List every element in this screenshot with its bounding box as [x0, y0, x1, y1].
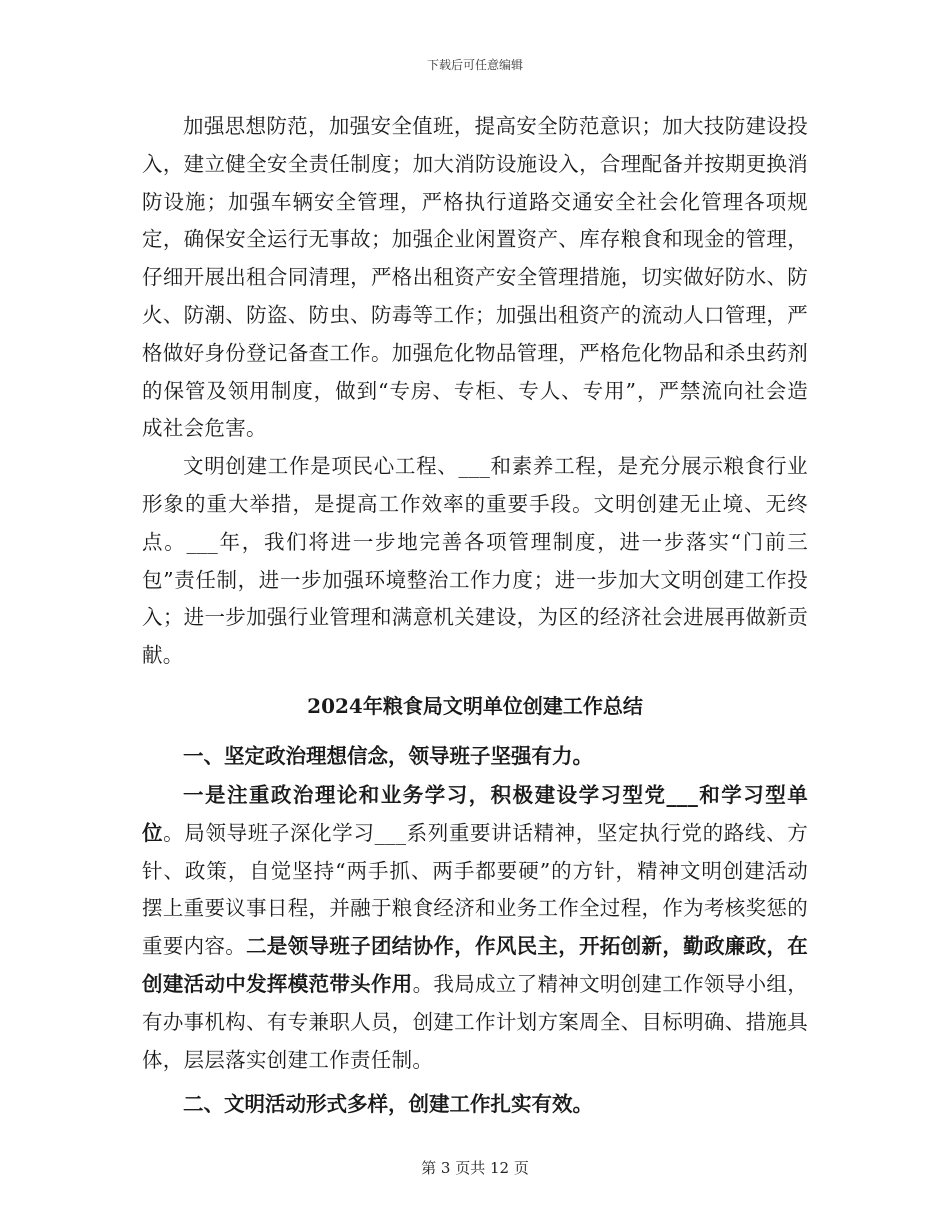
section-heading-2: 二、文明活动形式多样，创建工作扎实有效。	[183, 1092, 593, 1117]
page-header: 下载后可任意编辑	[426, 58, 523, 72]
document-title: 2024年粮食局文明单位创建工作总结	[307, 693, 643, 718]
bold-point-1: 一是注重政治理论和业务学习，积极建设学习型党___和学习型单位	[142, 782, 808, 845]
paragraph-safety: 加强思想防范，加强安全值班，提高安全防范意识；加大技防建设投入，建立健全安全责任制度；加大消防设施设入，合理配备并按期更换消防设施；加强车辆安全管理，严格执行道路交通安全社会化管理各项规定，确保安全运行无事故；加强企业闲置资产、库存粮食和现金的管理，仔细开展出租合同清理，严格出租资产安全管理措施，切实做好防水、防火、防潮、防盗、防虫、防毒等工作；加强出租资产的流动人口管理，严格做好身份登记备查工作。加强危化物品管理，严格危化物品和杀虫药剂的保管及领用制度，做到“专房、专柜、专人、专用”，严禁流向社会造成社会危害。	[142, 114, 808, 441]
point-1-text: 。局领导班子深化学习___系列重要讲话精神，坚定执行党的路线、方针、政策，自觉坚持“两手抓、两手都要硬”的方针，精神文明创建活动摆上重要议事日程，并融于粮食经济和业务工作全过程，作为考核奖惩的重要内容。	[142, 820, 808, 959]
point-2-text: 。我局成立了精神文明创建工作领导小组，有办事机构、有专兼职人员，创建工作计划方案周全、目标明确、措施具体，层层落实创建工作责任制。	[142, 971, 809, 1072]
bold-point-2: 二是领导班子团结协作，作风民主，开拓创新，勤政廉政，在创建活动中发挥模范带头作用	[142, 934, 809, 996]
paragraph-civilization: 文明创建工作是项民心工程、___和素养工程，是充分展示粮食行业形象的重大举措，是提高工作效率的重要手段。文明创建无止境、无终点。___年，我们将进一步地完善各项管理制度，进一步落实“门前三包”责任制，进一步加强环境整治工作力度；进一步加大文明创建工作投入；进一步加强行业管理和满意机关建设，为区的经济社会进展再做新贡献。	[142, 454, 808, 668]
page-number: 第 3 页共 12 页	[421, 1159, 529, 1177]
document-body	[142, 108, 808, 1125]
section-heading-1: 一、坚定政治理想信念，领导班子坚强有力。	[183, 743, 593, 768]
paragraph-leadership	[142, 777, 808, 1079]
